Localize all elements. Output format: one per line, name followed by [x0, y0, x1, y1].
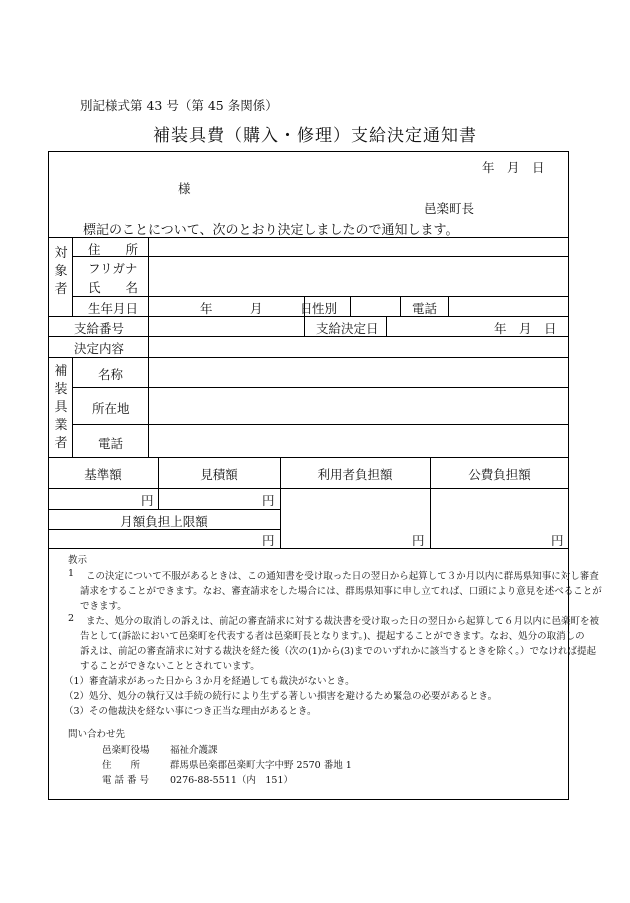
monthly-cap-label: 月額負担上限額 — [120, 514, 208, 529]
public-burden-label: 公費負担額 — [468, 467, 531, 482]
rule — [72, 357, 73, 457]
furigana-label: フリガナ — [88, 261, 138, 276]
vendor-phone-label: 電話 — [98, 436, 124, 451]
base-amount-label: 基準額 — [84, 467, 122, 482]
contact-phone-label: 電 話 番 号 — [102, 775, 150, 786]
contact-address: 群馬県邑楽郡邑楽町大字中野 2570 番地 1 — [170, 760, 352, 771]
payment-number-label: 支給番号 — [74, 321, 125, 336]
subject-vertical-label: 対象者 — [54, 246, 68, 297]
sex-label: 性別 — [312, 301, 338, 316]
issuer: 邑楽町長 — [424, 201, 475, 216]
name-label: 氏 名 — [88, 280, 139, 295]
page-title: 補装具費（購入・修理）支給決定通知書 — [153, 126, 477, 146]
birthdate-value: 年 月 日 — [200, 301, 313, 316]
rule — [72, 424, 569, 425]
estimate-label: 見積額 — [200, 467, 238, 482]
user-burden-yen: 円 — [412, 533, 425, 548]
notice-p2-line: 訴えは、前記の審査請求に対する裁決を経た後（次の(1)から(3)までのいずれかに該当するときを除く。）でなければ提起 — [80, 646, 596, 657]
issue-date: 年 月 日 — [482, 160, 545, 175]
rule — [72, 256, 569, 257]
rule — [400, 296, 401, 316]
contact-address-label: 住 所 — [102, 760, 141, 771]
vendor-name-label: 名称 — [98, 367, 124, 382]
contact-department: 福祉介護課 — [170, 745, 218, 756]
notice-item: （1）審査請求があった日から３か月を経過しても裁決がないとき。 — [64, 676, 355, 687]
rule — [48, 357, 569, 358]
notice-item: （3）その他裁決を経ない事につき正当な理由があるとき。 — [64, 706, 317, 717]
notice-item: （2）処分、処分の執行又は手続の続行により生ずる著しい損害を避けるため緊急の必要があるとき。 — [64, 691, 498, 702]
contact-heading: 問い合わせ先 — [68, 729, 126, 740]
rule — [350, 296, 351, 316]
vendor-vertical-label: 補装具業者 — [54, 364, 68, 451]
rule — [48, 457, 569, 458]
intro-text: 標記のことについて、次のとおり決定しましたので通知します。 — [83, 223, 459, 238]
birthdate-label: 生年月日 — [88, 301, 139, 316]
notice-p1-line: 請求をすることができます。なお、審査請求をした場合には、群馬県知事に申し立てれば、口頭により意見を述べることが — [80, 586, 602, 597]
contact-phone: 0276-88-5511（内 151） — [170, 775, 293, 786]
rule — [448, 296, 449, 316]
rule — [148, 357, 149, 457]
rule — [48, 336, 569, 337]
public-burden-yen: 円 — [551, 533, 564, 548]
rule — [386, 316, 387, 336]
rule — [48, 237, 569, 238]
estimate-yen: 円 — [262, 493, 275, 508]
notice-number-2: 2 — [68, 613, 75, 624]
rule — [148, 237, 149, 357]
decision-content-label: 決定内容 — [74, 341, 125, 356]
phone-label: 電話 — [412, 301, 438, 316]
rule — [48, 488, 569, 489]
monthly-cap-yen: 円 — [262, 533, 275, 548]
rule — [48, 509, 280, 510]
form-number: 別記様式第 43 号（第 45 条関係） — [80, 98, 278, 113]
rule — [72, 237, 73, 316]
notice-p2-line: また、処分の取消しの訴えは、前記の審査請求に対する裁決書を受け取った日の翌日から起算して６月以内に邑楽町を被 — [86, 616, 600, 627]
notice-number-1: 1 — [68, 568, 75, 579]
rule — [72, 296, 569, 297]
notice-p1-line: できます。 — [80, 601, 127, 612]
notice-p2-line: 告として(訴訟において邑楽町を代表する者は邑楽町長となります。)、提起することができます。なお、処分の取消しの — [80, 631, 585, 642]
decision-date-label: 支給決定日 — [316, 321, 379, 336]
rule — [48, 548, 569, 549]
notice-p2-line: することができないこととされています。 — [80, 661, 260, 672]
notice-heading: 教示 — [68, 555, 88, 566]
user-burden-label: 利用者負担額 — [317, 467, 393, 482]
vendor-location-label: 所在地 — [92, 401, 130, 416]
address-label: 住 所 — [88, 242, 139, 257]
notice-p1-line: この決定について不服があるときは、この通知書を受け取った日の翌日から起算して３か月以内に群馬県知事に対し審査 — [86, 571, 599, 582]
decision-date-value: 年 月 日 — [494, 321, 557, 336]
base-yen: 円 — [141, 493, 154, 508]
addressee-suffix: 様 — [178, 181, 191, 196]
rule — [72, 387, 569, 388]
contact-office: 邑楽町役場 — [102, 745, 150, 756]
